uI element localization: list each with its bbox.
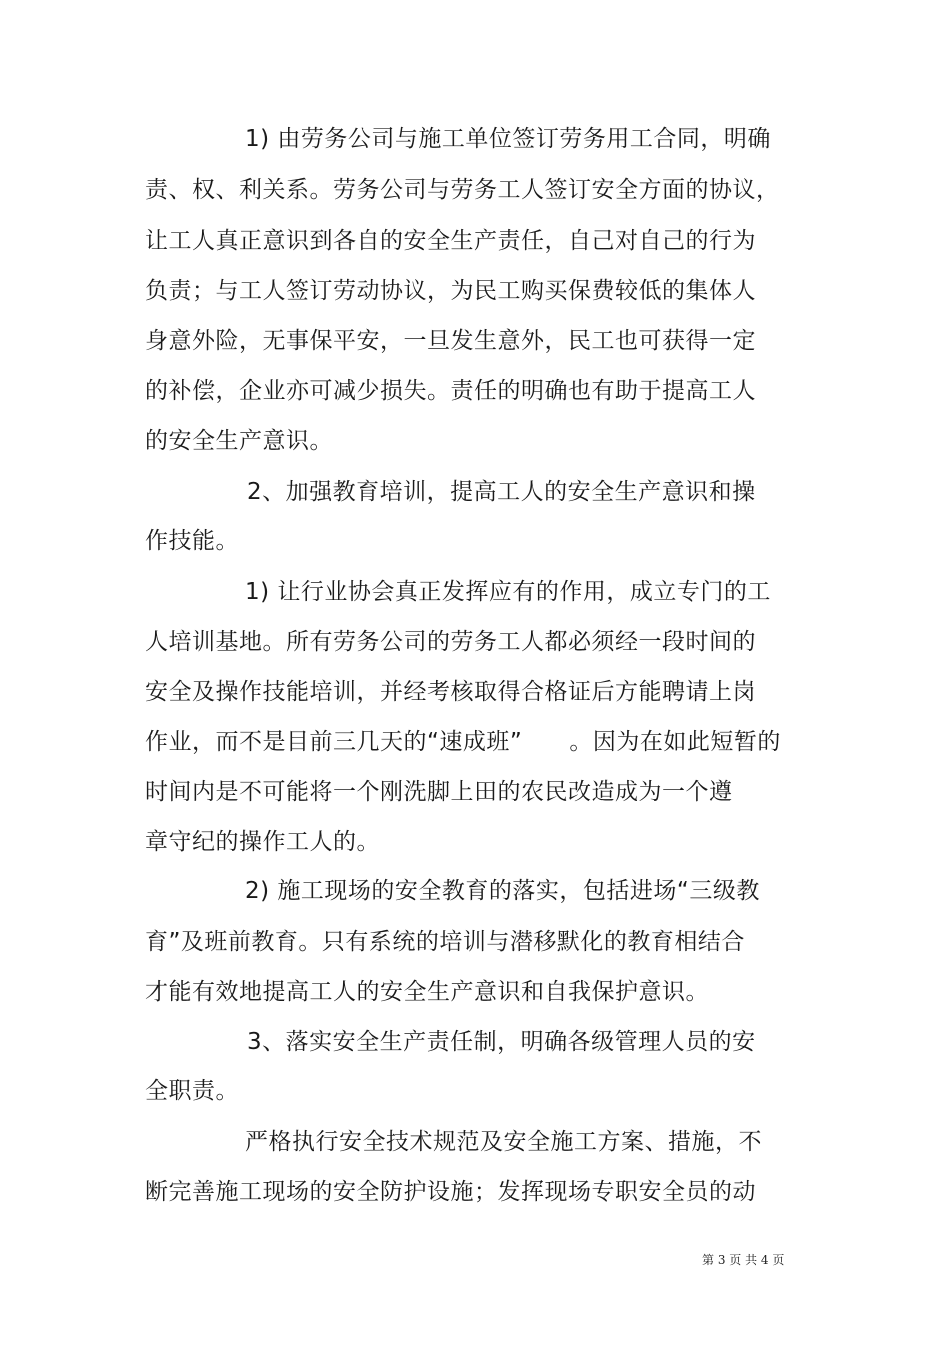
- paragraph-3-line-4: 作业，而不是目前三几天的“速成班” 。因为在如此短暂的: [145, 729, 781, 755]
- paragraph-3-line-5: 时间内是不可能将一个刚洗脚上田的农民改造成为一个遵: [145, 779, 733, 805]
- paragraph-1-line-2: 责、权、利关系。劳务公司与劳务工人签订安全方面的协议，: [145, 177, 780, 203]
- paragraph-2-line-1: 2、加强教育培训，提高工人的安全生产意识和操: [247, 479, 756, 505]
- paragraph-3-line-1: 1) 让行业协会真正发挥应有的作用，成立专门的工: [245, 579, 771, 605]
- paragraph-1-line-5: 身意外险，无事保平安，一旦发生意外，民工也可获得一定: [145, 328, 756, 354]
- paragraph-1-line-3: 让工人真正意识到各自的安全生产责任，自己对自己的行为: [145, 228, 756, 254]
- paragraph-6-line-2: 断完善施工现场的安全防护设施；发挥现场专职安全员的动: [145, 1179, 756, 1205]
- paragraph-6-line-1: 严格执行安全技术规范及安全施工方案、措施，不: [245, 1129, 762, 1155]
- paragraph-4-line-1: 2) 施工现场的安全教育的落实，包括进场“三级教: [245, 878, 760, 904]
- page-number-footer: 第 3 页 共 4 页: [702, 1253, 785, 1267]
- paragraph-5-line-2: 全职责。: [145, 1078, 239, 1104]
- paragraph-1-line-6: 的补偿，企业亦可减少损失。责任的明确也有助于提高工人: [145, 378, 756, 404]
- paragraph-4-line-2: 育”及班前教育。只有系统的培训与潜移默化的教育相结合: [145, 929, 745, 955]
- paragraph-3-line-3: 安全及操作技能培训，并经考核取得合格证后方能聘请上岗: [145, 679, 756, 705]
- paragraph-1-line-4: 负责；与工人签订劳动协议，为民工购买保费较低的集体人: [145, 278, 756, 304]
- paragraph-1-line-7: 的安全生产意识。: [145, 428, 333, 454]
- paragraph-2-line-2: 作技能。: [145, 528, 239, 554]
- paragraph-3-line-6: 章守纪的操作工人的。: [145, 829, 380, 855]
- paragraph-1-line-1: 1) 由劳务公司与施工单位签订劳务用工合同，明确: [245, 126, 771, 152]
- paragraph-4-line-3: 才能有效地提高工人的安全生产意识和自我保护意识。: [145, 979, 709, 1005]
- paragraph-5-line-1: 3、落实安全生产责任制，明确各级管理人员的安: [247, 1029, 756, 1055]
- paragraph-3-line-2: 人培训基地。所有劳务公司的劳务工人都必须经一段时间的: [145, 629, 756, 655]
